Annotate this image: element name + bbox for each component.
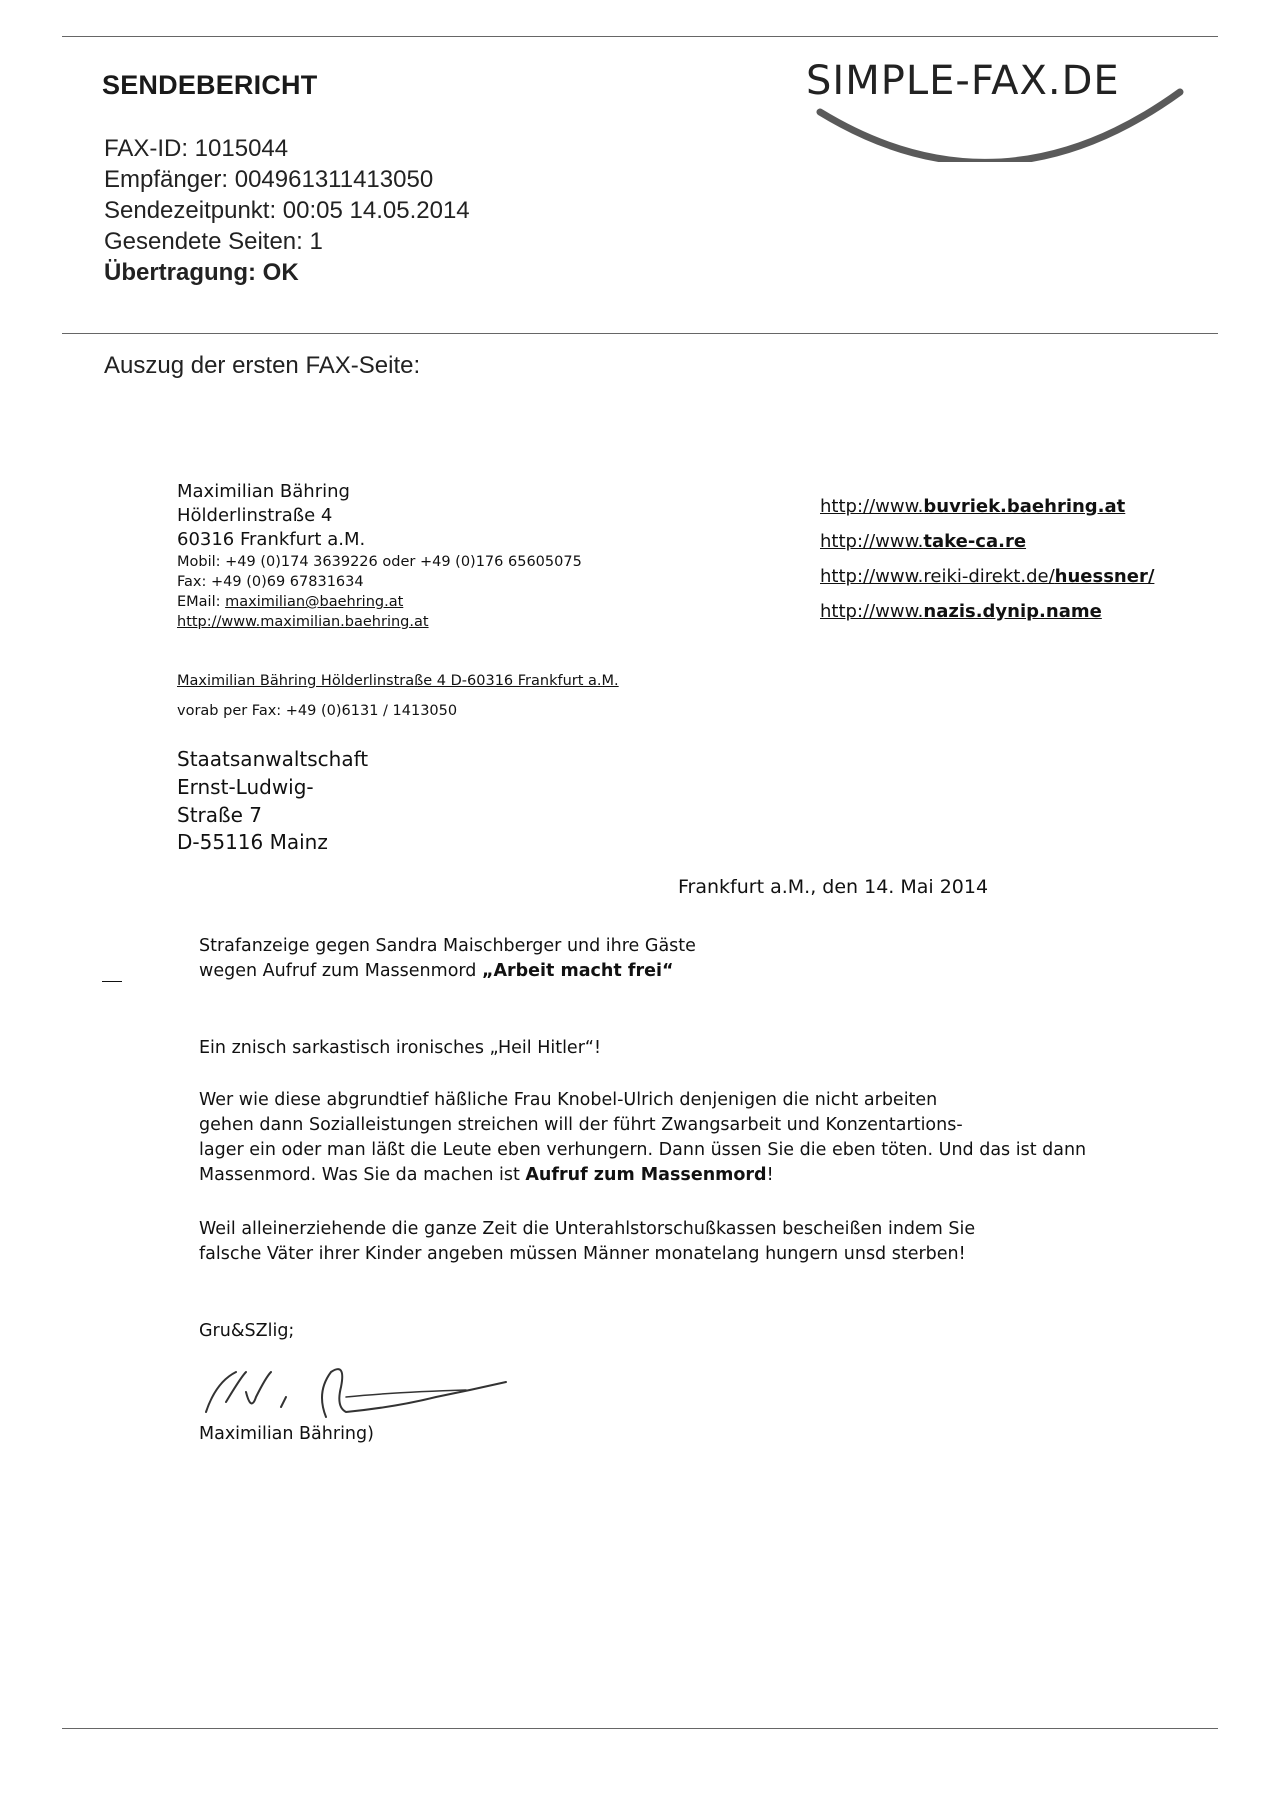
transmission-status: Übertragung: OK <box>104 259 299 286</box>
sender-street: Hölderlinstraße 4 <box>177 505 333 526</box>
fax-id: FAX-ID: 1015044 <box>104 135 289 162</box>
middle-divider <box>62 333 1218 334</box>
sender-city: 60316 Frankfurt a.M. <box>177 529 366 550</box>
signer-name: Maximilian Bähring) <box>199 1424 374 1444</box>
excerpt-label: Auszug der ersten FAX-Seite: <box>104 352 421 379</box>
return-address: Maximilian Bähring Hölderlinstraße 4 D-60316 Frankfurt a.M. <box>177 673 619 689</box>
link-list <box>820 489 1154 629</box>
simple-fax-logo <box>800 52 1200 162</box>
sender-email: EMail: maximilian@baehring.at <box>177 594 404 610</box>
recipient-city: D-55116 Mainz <box>177 830 328 854</box>
vorab-fax: vorab per Fax: +49 (0)6131 / 1413050 <box>177 703 458 719</box>
fold-mark <box>102 981 122 982</box>
letter-paragraph: Weil alleinerziehende die ganze Zeit die Unterahlstorschußkassen bescheißen indem Sie falsche Väter ihrer Kinder angeben müssen Männer monatelang hungern unsd sterben! <box>199 1219 976 1264</box>
svg-text:SIMPLE-FAX.DE: SIMPLE-FAX.DE <box>806 58 1120 104</box>
link-item: http://www.buvriek.baehring.at <box>820 496 1126 517</box>
letter-subject: Strafanzeige gegen Sandra Maischberger und ihre Gäste wegen Aufruf zum Massenmord „Arbeit macht frei“ <box>199 936 696 981</box>
recipient-number: Empfänger: 004961311413050 <box>104 166 434 193</box>
sender-name: Maximilian Bähring <box>177 481 350 502</box>
letter-closing: Gru&SZlig; <box>199 1321 295 1341</box>
link-item: http://www.nazis.dynip.name <box>820 601 1102 622</box>
top-divider <box>62 36 1218 37</box>
bottom-divider <box>62 1728 1218 1729</box>
recipient-line: Ernst-Ludwig-Straße 7 <box>177 775 314 827</box>
letter-paragraph: Wer wie diese abgrundtief häßliche Frau Knobel-Ulrich denjenigen die nicht arbeiten gehen dann Sozialleistungen streichen will der führt Zwangsarbeit und Konzentartions- lager ein oder man läßt die Leute eben verhungern. Dann üssen Sie die eben töten. Und das ist dann Massenmord. Was Sie da machen ist Aufruf zum Massenmord! <box>199 1090 1087 1185</box>
recipient-address <box>177 745 368 829</box>
handwritten-signature <box>196 1352 566 1432</box>
letter-date: Frankfurt a.M., den 14. Mai 2014 <box>678 876 989 898</box>
sender-mobile: Mobil: +49 (0)174 3639226 oder +49 (0)176 65605075 <box>177 554 582 570</box>
pages-sent: Gesendete Seiten: 1 <box>104 228 323 255</box>
link-item: http://www.take-ca.re <box>820 531 1027 552</box>
link-item: http://www.reiki-direkt.de/huessner/ <box>820 566 1155 587</box>
sender-fax: Fax: +49 (0)69 67831634 <box>177 574 364 590</box>
report-title: SENDEBERICHT <box>102 70 318 100</box>
sender-email-link: maximilian@baehring.at <box>225 594 404 610</box>
transmission-details <box>104 133 470 288</box>
recipient-line: Staatsanwaltschaft <box>177 747 369 771</box>
send-time: Sendezeitpunkt: 00:05 14.05.2014 <box>104 197 470 224</box>
sender-website: http://www.maximilian.baehring.at <box>177 614 429 630</box>
letter-greeting: Ein znisch sarkastisch ironisches „Heil Hitler“! <box>199 1038 601 1058</box>
sender-block <box>177 480 582 632</box>
